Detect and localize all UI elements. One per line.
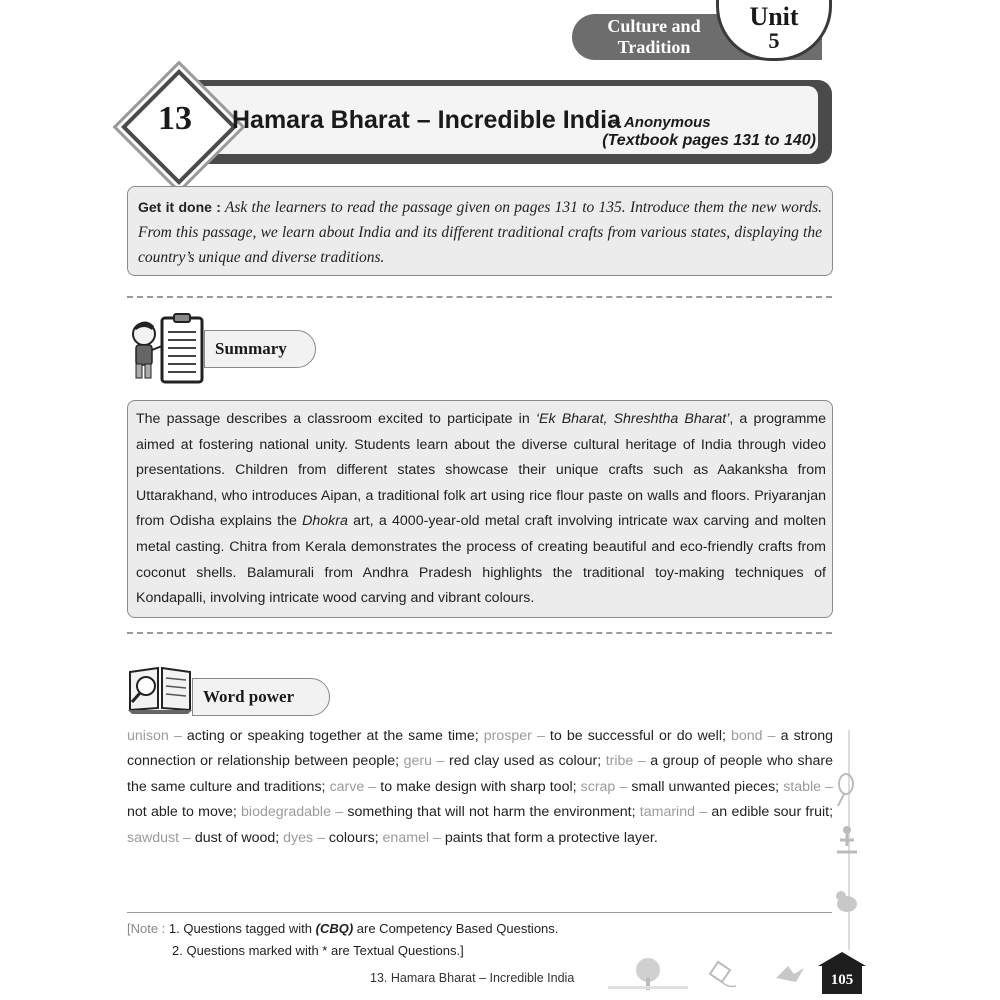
word-term: prosper – [483, 728, 545, 744]
divider [127, 632, 832, 634]
get-it-done-text [138, 195, 822, 270]
chapter-title: Hamara Bharat – Incredible India [232, 106, 622, 134]
summary-dhokra: Dhokra [302, 513, 348, 530]
word-meaning: dust of wood; [190, 829, 284, 846]
word-meaning: colours; [324, 829, 383, 846]
word-term: biodegradable – [241, 804, 344, 821]
word-meaning: small unwanted pieces; [627, 778, 784, 795]
footer-doodle-icons [598, 956, 818, 992]
note-item2-number: 2. [172, 943, 183, 958]
summary-heading: Summary [215, 339, 287, 358]
word-term: dyes – [283, 829, 325, 846]
unit-topic [584, 16, 724, 58]
word-term: carve – [329, 778, 377, 795]
word-term: unison – [127, 728, 182, 744]
note-cbq-tag: (CBQ) [315, 921, 354, 936]
note-rule [127, 912, 832, 913]
word-meaning: something that will not harm the environment; [343, 804, 640, 821]
word-meaning: to make design with sharp tool; [376, 778, 581, 795]
summary-part3: art, a 4000-year-old metal craft involving intricate wax carving and molten metal casting. Chitra from Kerala demonstrates the process of creating beautiful and eco-friendly crafts from coconut shells. Balamurali from Andhra Pradesh highlights the traditional toy-making techniques of Kondapalli, involving intricate wood carving and vibrant colours. [136, 513, 826, 607]
word-meaning: red clay used as colour; [444, 753, 606, 770]
unit-number: 5 [768, 28, 780, 53]
word-power-heading: Word power [203, 687, 295, 706]
word-term: tamarind – [639, 804, 708, 821]
word-term: geru – [403, 753, 445, 770]
chapter-number: 13 [158, 100, 192, 137]
word-power-list [127, 724, 833, 851]
word-meaning: a group of people who share the same culture and traditions; [127, 753, 834, 795]
word-term: enamel – [382, 829, 441, 846]
word-meaning: acting or speaking together at the same time; [181, 728, 484, 744]
unit-topic-line1: Culture and [607, 16, 701, 36]
word-term: stable – [783, 778, 834, 795]
summary-text [136, 407, 826, 612]
word-meaning: paints that form a protective layer. [440, 829, 658, 846]
summary-box [127, 400, 833, 618]
page-number: 105 [822, 964, 862, 994]
note-line2 [127, 940, 558, 962]
note-item1-text-b: are Competency Based Questions. [353, 921, 559, 936]
chapter-pages: (Textbook pages 131 to 140) [602, 132, 816, 149]
summary-part1: The passage describes a classroom excited to participate in [136, 411, 536, 427]
word-meaning: not able to move; [127, 804, 242, 821]
divider [127, 296, 832, 298]
unit-label: Unit [749, 2, 799, 31]
word-meaning: to be successful or do well; [544, 728, 732, 744]
word-term: tribe – [605, 753, 646, 770]
chapter-author: – Anonymous [612, 114, 711, 131]
summary-part2: , a programme aimed at fostering national unity. Students learn about the diverse cultural heritage of India through video presentations. Children from different states showcase their unique crafts such as Aakanksha from Uttarakhand, who introduces Aipan, a traditional folk art using rice flour paste on walls and floors. Priyaranjan from Odisha explains the [136, 411, 827, 530]
open-book-icon [126, 662, 194, 714]
summary-programme-name: ‘Ek Bharat, Shreshtha Bharat’ [535, 411, 730, 427]
footer-chapter-ref: 13. Hamara Bharat – Incredible India [370, 971, 575, 985]
get-it-done-label: Get it done : [138, 199, 221, 215]
note [127, 918, 558, 962]
get-it-done-body: Ask the learners to read the passage given on pages 131 to 135. Introduce them the new words. From this passage, we learn about India and its different traditional crafts from various states, displaying the country’s unique and diverse traditions. [138, 199, 822, 266]
note-line1 [127, 918, 558, 940]
word-term: bond – [731, 728, 776, 744]
unit-badge [716, 0, 832, 61]
note-prefix: [Note : [127, 921, 169, 936]
side-doodle-icons [832, 772, 862, 922]
word-term: sawdust – [127, 829, 191, 846]
note-item1-text-a: Questions tagged with [179, 921, 316, 936]
note-item2-text: Questions marked with * are Textual Questions.] [182, 943, 464, 958]
word-meaning: a strong connection or relationship between people; [127, 728, 834, 770]
word-term: scrap – [580, 778, 628, 795]
unit-topic-line2: Tradition [617, 37, 691, 57]
get-it-done-box [127, 186, 833, 276]
word-meaning: an edible sour fruit; [707, 804, 834, 821]
note-item1-number: 1. [168, 921, 180, 936]
summary-icon [126, 312, 206, 384]
